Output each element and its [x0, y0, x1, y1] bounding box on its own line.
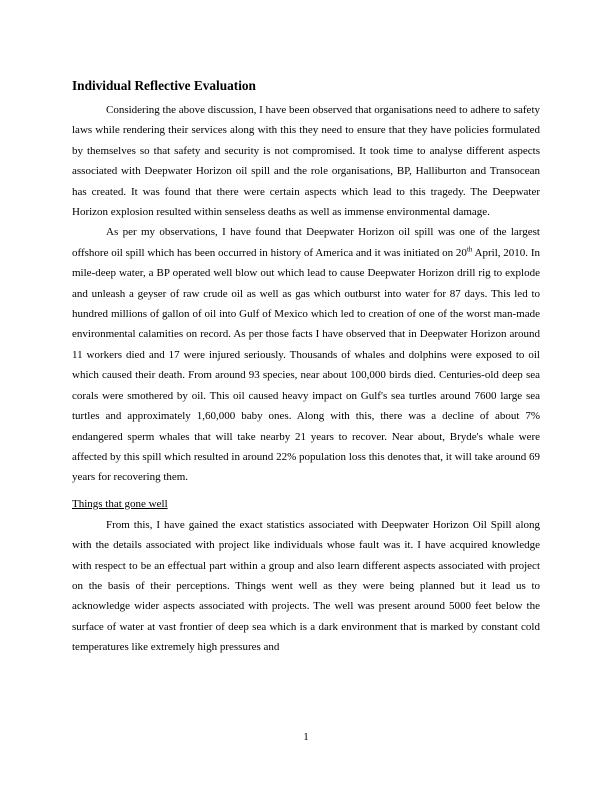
paragraph-2 — [72, 222, 540, 487]
paragraph-1: Considering the above discussion, I have been observed that organisations need to adhere to safety laws while rendering their services along with this they need to ensure that they have policies formulated by themselves so that safety and security is not compromised. It took time to analyse different aspects associated with Deepwater Horizon oil spill and the role organisations, BP, Halliburton and Transocean has created. It was found that there were certain aspects which lead to this tragedy. The Deepwater Horizon explosion resulted within senseless deaths as well as immense environmental damage. — [72, 104, 540, 219]
paragraph-3: From this, I have gained the exact statistics associated with Deepwater Horizon Oil Spill along with the details associated with project like individuals whose fault was it. I have acquired knowledge with respect to be an effectual part within a group and also learn different aspects associated with project on the basis of their perceptions. Things went well as they were being planned but it lead us to acknowledge wider aspects associated with projects. The well was present around 5000 feet below the surface of water at vast frontier of deep sea which is a dark environment that is marked by constant cold temperatures like extremely high pressures and — [72, 518, 540, 654]
paragraph-2-text-start: As per my observations, I have found that Deepwater Horizon oil spill was one of the largest offshore oil spill which has been occurred in history of America and it was initiated on 20 — [72, 226, 540, 259]
paragraph-2-text-end: April, 2010. In mile-deep water, a BP operated well blow out which lead to cause Deepwater Horizon drill rig to explode and unleash a geyser of raw crude oil as well as gas which outburst into water for 87 days. This led to hundred millions of gallon of oil into Gulf of Mexico which led to creation of one of the worst man-made environmental calamities on record. As per those facts I have observed that in Deepwater Horizon around 11 workers died and 17 were injured seriously. Thousands of whales and dolphins were exposed to oil which caused their death. From around 93 species, near about 100,000 birds died. Centuries-old deep sea corals were smothered by oil. This oil caused heavy impact on Gulf's sea turtles around 7600 large sea turtles and approximately 1,60,000 baby ones. Along with this, there was a decline of about 7% endangered sperm whales that will take nearby 21 years to recover. Near about, Bryde's whale were affected by this spill which resulted in around 22% population loss this denotes that, it will take around 69 years for recovering them. — [72, 246, 540, 484]
page-content — [72, 77, 540, 658]
ordinal-suffix: th — [466, 245, 473, 254]
subheading-things-gone-well: Things that gone well — [72, 497, 168, 510]
page-number: 1 — [303, 731, 309, 743]
section-heading: Individual Reflective Evaluation — [72, 78, 256, 93]
